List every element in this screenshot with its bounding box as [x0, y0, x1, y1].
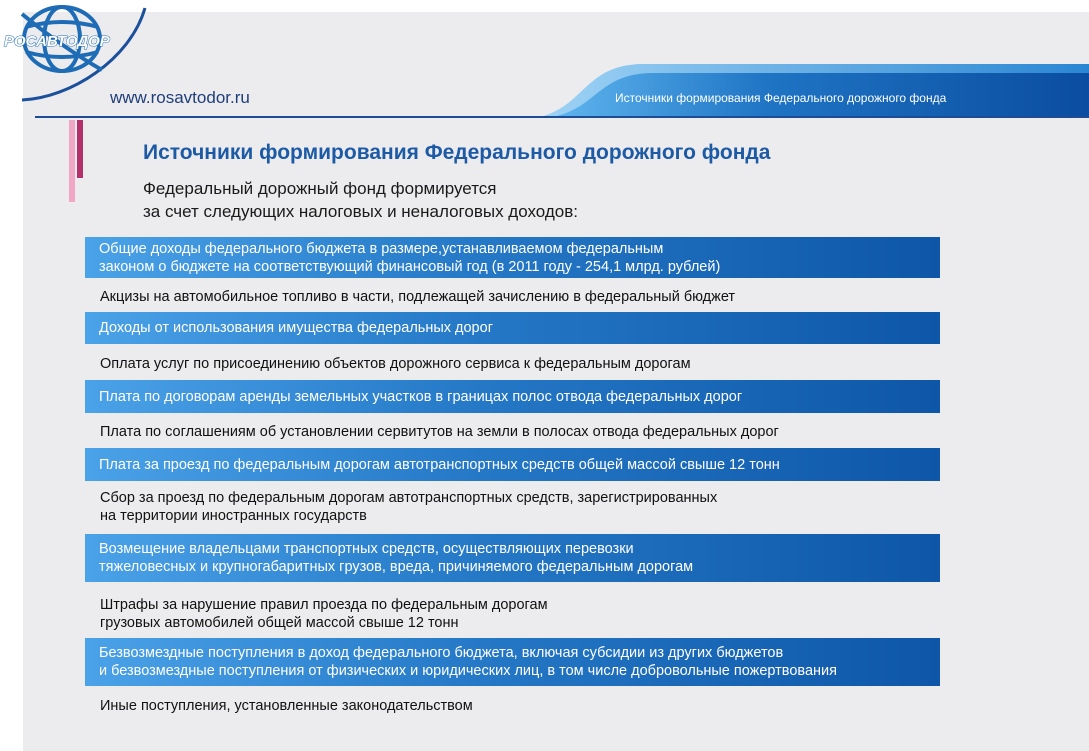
source-item: [85, 487, 940, 527]
source-item-line: Безвозмездные поступления в доход федерального бюджета, включая субсидии из других бюджетов: [99, 645, 784, 661]
header-swoosh: [0, 0, 1089, 130]
source-item: [85, 312, 940, 344]
logo-text: РОСАВТОДОР: [4, 33, 110, 50]
source-item-line: Доходы от использования имущества федеральных дорог: [99, 320, 493, 336]
source-item: [85, 694, 940, 718]
source-item-line: Оплата услуг по присоединению объектов дорожного сервиса к федеральным дорогам: [100, 356, 691, 372]
accent-bar-dark: [77, 120, 83, 178]
source-item: [85, 420, 940, 444]
source-item-line: Плата по соглашениям об установлении сервитутов на земли в полосах отвода федеральных дорог: [100, 424, 779, 440]
header-caption: Источники формирования Федерального дорожного фонда: [615, 91, 947, 105]
slide-title: Источники формирования Федерального дорожного фонда: [143, 141, 771, 164]
source-item-line: Акцизы на автомобильное топливо в части, подлежащей зачислению в федеральный бюджет: [100, 289, 736, 305]
source-item: [85, 237, 940, 278]
source-item-line: грузовых автомобилей общей массой свыше 12 тонн: [100, 615, 459, 631]
source-item-line: законом о бюджете на соответствующий финансовый год (в 2011 году - 254,1 млрд. рублей): [99, 258, 721, 275]
subtitle-line-1: Федеральный дорожный фонд формируется: [143, 179, 497, 198]
source-item: [85, 594, 940, 634]
source-item-line: на территории иностранных государств: [100, 508, 367, 524]
source-item-line: Плата за проезд по федеральным дорогам автотранспортных средств общей массой свыше 12 тонн: [99, 456, 780, 473]
source-item-line: тяжеловесных и крупногабаритных грузов, вреда, причиняемого федеральным дорогам: [99, 559, 694, 575]
source-item-line: Иные поступления, установленные законодательством: [100, 698, 473, 714]
source-item-line: Плата по договорам аренды земельных участков в границах полос отвода федеральных дорог: [99, 388, 743, 405]
source-item: [85, 380, 940, 413]
source-item-line: и безвозмездные поступления от физических и юридических лиц, в том числе добровольные пожертвования: [99, 663, 837, 679]
source-item-line: Общие доходы федерального бюджета в размере,устанавливаемом федеральным: [99, 240, 664, 257]
source-item: [85, 285, 940, 309]
source-item-line: Сбор за проезд по федеральным дорогам автотранспортных средств, зарегистрированных: [100, 490, 718, 506]
source-item-line: Штрафы за нарушение правил проезда по федеральным дорогам: [100, 597, 548, 613]
source-item: [85, 638, 940, 686]
subtitle-line-2: за счет следующих налоговых и неналоговых доходов:: [143, 202, 579, 221]
slide-subtitle: [143, 177, 578, 223]
website-url[interactable]: www.rosavtodor.ru: [110, 88, 250, 107]
source-item: [85, 534, 940, 582]
source-item: [85, 448, 940, 481]
accent-bar-light: [69, 120, 75, 202]
source-item: [85, 352, 940, 376]
source-item-line: Возмещение владельцами транспортных средств, осуществляющих перевозки: [99, 541, 634, 557]
